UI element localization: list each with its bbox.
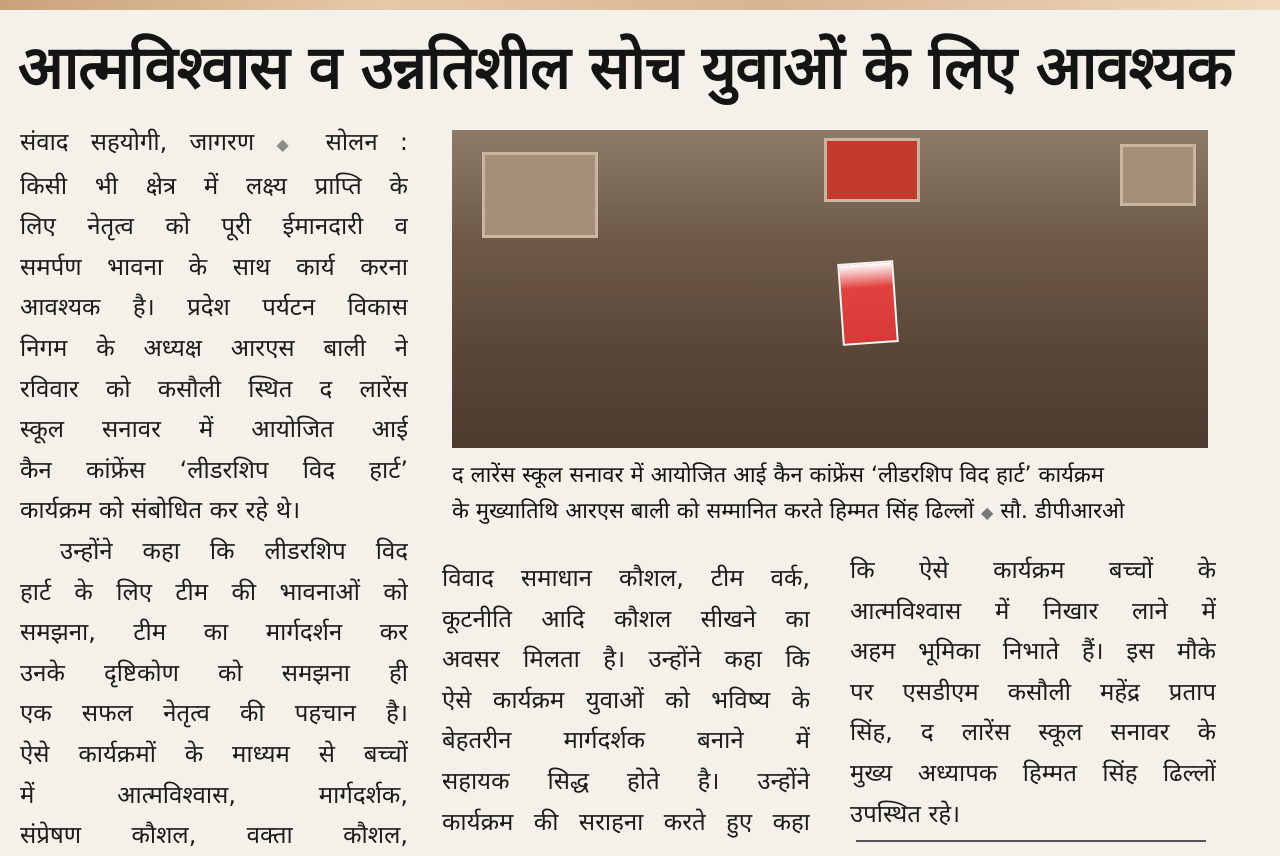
text-line: पर एसडीएम कसौली महेंद्र प्रताप: [850, 677, 1216, 706]
text-line: एक सफल नेतृत्व की पहचान है।: [20, 699, 408, 728]
award-plaque: [837, 260, 899, 346]
text-line: कूटनीति आदि कौशल सीखने का: [442, 604, 810, 633]
text-line: स्कूल सनावर में आयोजित आई: [20, 415, 408, 444]
text-line: बेहतरीन मार्गदर्शक बनाने में: [442, 726, 810, 755]
text-line: अहम भूमिका निभाते हैं। इस मौके: [850, 637, 1216, 666]
dateline-agency: संवाद सहयोगी, जागरण: [20, 128, 255, 156]
torn-paper-edge: [0, 0, 1280, 10]
text-line: ऐसे कार्यक्रमों के माध्यम से बच्चों: [20, 739, 408, 768]
article-headline: आत्मविश्वास व उन्नतिशील सोच युवाओं के लिए आवश्यक: [18, 33, 1233, 103]
text-line: लिए नेतृत्व को पूरी ईमानदारी व: [20, 212, 408, 241]
text-line: सिंह, द लारेंस स्कूल सनावर के: [850, 718, 1216, 747]
text-line: कैन कांफ्रेंस ‘लीडरशिप विद हार्ट’: [20, 455, 408, 484]
dateline-place: सोलन :: [325, 128, 408, 156]
dateline: [20, 122, 408, 166]
text-line: सहायक सिद्ध होते है। उन्होंने: [442, 766, 810, 795]
caption-text: के मुख्यातिथि आरएस बाली को सम्मानित करते हिम्मत सिंह ढिल्लों: [452, 499, 975, 524]
wall-banner: [824, 138, 920, 202]
caption-line: [452, 494, 1232, 531]
text-line: उन्होंने कहा कि लीडरशिप विद: [60, 536, 408, 565]
text-line: आवश्यक है। प्रदेश पर्यटन विकास: [20, 293, 408, 322]
news-photo: [452, 130, 1208, 448]
text-line: निगम के अध्यक्ष आरएस बाली ने: [20, 333, 408, 362]
text-line: उनके दृष्टिकोण को समझना ही: [20, 658, 408, 687]
wall-picture: [482, 152, 598, 238]
text-line: समर्पण भावना के साथ कार्य करना: [20, 252, 408, 281]
text-line: ऐसे कार्यक्रम युवाओं को भविष्य के: [442, 685, 810, 714]
diamond-bullet-icon: ◆: [276, 135, 304, 154]
wall-picture: [1120, 144, 1196, 206]
column-end-rule: [856, 840, 1206, 842]
text-line: रविवार को कसौली स्थित द लारेंस: [20, 374, 408, 403]
text-line: उपस्थित रहे।: [850, 799, 961, 828]
photo-credit: सौ. डीपीआरओ: [1000, 499, 1125, 524]
article-column-left: [20, 122, 408, 856]
article-column-right: [850, 550, 1216, 834]
text-line: संप्रेषण कौशल, वक्ता कौशल,: [20, 821, 408, 850]
text-line: आत्मविश्वास में निखार लाने में: [850, 596, 1216, 625]
text-line: कार्यक्रम की सराहना करते हुए कहा: [442, 807, 810, 836]
caption-line: द लारेंस स्कूल सनावर में आयोजित आई कैन कांफ्रेंस ‘लीडरशिप विद हार्ट’ कार्यक्रम: [452, 463, 1104, 488]
text-line: कि ऐसे कार्यक्रम बच्चों के: [850, 556, 1216, 584]
text-line: मुख्य अध्यापक हिम्मत सिंह ढिल्लों: [850, 758, 1216, 787]
text-line: विवाद समाधान कौशल, टीम वर्क,: [442, 564, 810, 592]
text-line: अवसर मिलता है। उन्होंने कहा कि: [442, 645, 810, 674]
text-line: किसी भी क्षेत्र में लक्ष्य प्राप्ति के: [20, 171, 408, 200]
text-line: हार्ट के लिए टीम की भावनाओं को: [20, 577, 408, 606]
diamond-bullet-icon: ◆: [981, 503, 994, 522]
text-line: कार्यक्रम को संबोधित कर रहे थे।: [20, 496, 301, 525]
article-column-middle: [442, 558, 810, 842]
text-line: समझना, टीम का मार्गदर्शन कर: [20, 618, 408, 647]
text-line: में आत्मविश्वास, मार्गदर्शक,: [20, 780, 408, 809]
photo-caption: [452, 458, 1232, 531]
